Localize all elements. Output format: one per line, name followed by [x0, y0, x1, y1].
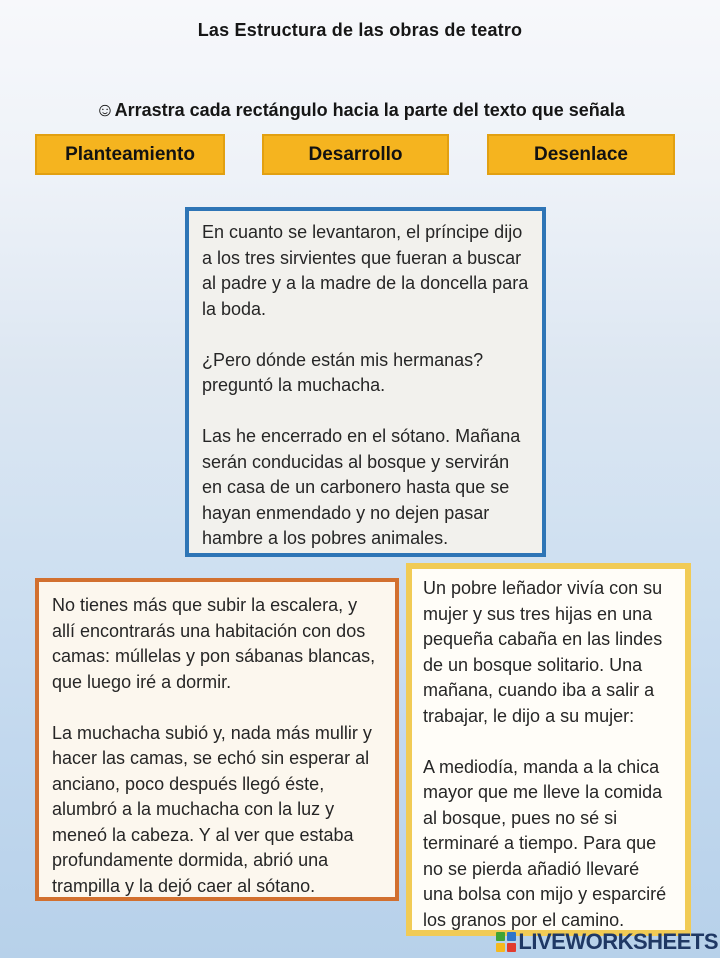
instruction-label: Arrastra cada rectángulo hacia la parte del texto que señala [114, 100, 625, 120]
instruction-text [0, 100, 720, 122]
paragraph: En cuanto se levantaron, el príncipe dijo a los tres sirvientes que fueran a buscar al padre y a la madre de la doncella para la boda. [202, 222, 529, 319]
smiley-icon: ☺ [95, 100, 115, 121]
drag-label-desarrollo[interactable]: Desarrollo [262, 134, 449, 175]
drag-label-planteamiento[interactable]: Planteamiento [35, 134, 225, 175]
drop-zone-yellow-box[interactable] [406, 563, 691, 936]
drop-zone-orange-box[interactable] [35, 578, 399, 901]
paragraph: ¿Pero dónde están mis hermanas? preguntó la muchacha. [202, 349, 484, 395]
paragraph: No tienes más que subir la escalera, y allí encontrarás una habitación con dos camas: múllelas y pon sábanas blancas, que luego iré a dormir. [52, 595, 376, 692]
paragraph: Las he encerrado en el sótano. Mañana serán conducidas al bosque y servirán en casa de un carbonero hasta que se hayan enmendado y no dejen pasar hambre a los pobres animales. [202, 426, 521, 548]
page-title: Las Estructura de las obras de teatro [197, 20, 523, 40]
liveworksheets-brand-text: LIVEWORKSHEETS [518, 929, 718, 954]
paragraph: Un pobre leñador vivía con su mujer y sus tres hijas en una pequeña cabaña en las lindes de un bosque solitario. Una mañana, cuando iba a salir a trabajar, le dijo a su mujer: [423, 578, 663, 726]
drag-label-desenlace[interactable]: Desenlace [487, 134, 675, 175]
drop-zone-blue-box[interactable] [185, 207, 546, 557]
liveworksheets-squares-icon [496, 932, 516, 952]
liveworksheets-logo[interactable] [496, 929, 718, 955]
paragraph: A mediodía, manda a la chica mayor que me lleve la comida al bosque, pues no sé si terminaré a tiempo. Para que no se pierda añadió llevaré una bolsa con mijo y esparciré los granos por el camino. [423, 756, 667, 930]
paragraph: La muchacha subió y, nada más mullir y hacer las camas, se echó sin esperar al anciano, poco después llegó éste, alumbró a la muchacha con la luz y meneó la cabeza. Y al ver que estaba profundamente dormida, abrió una trampilla y la dejó caer al sótano. [52, 722, 372, 896]
